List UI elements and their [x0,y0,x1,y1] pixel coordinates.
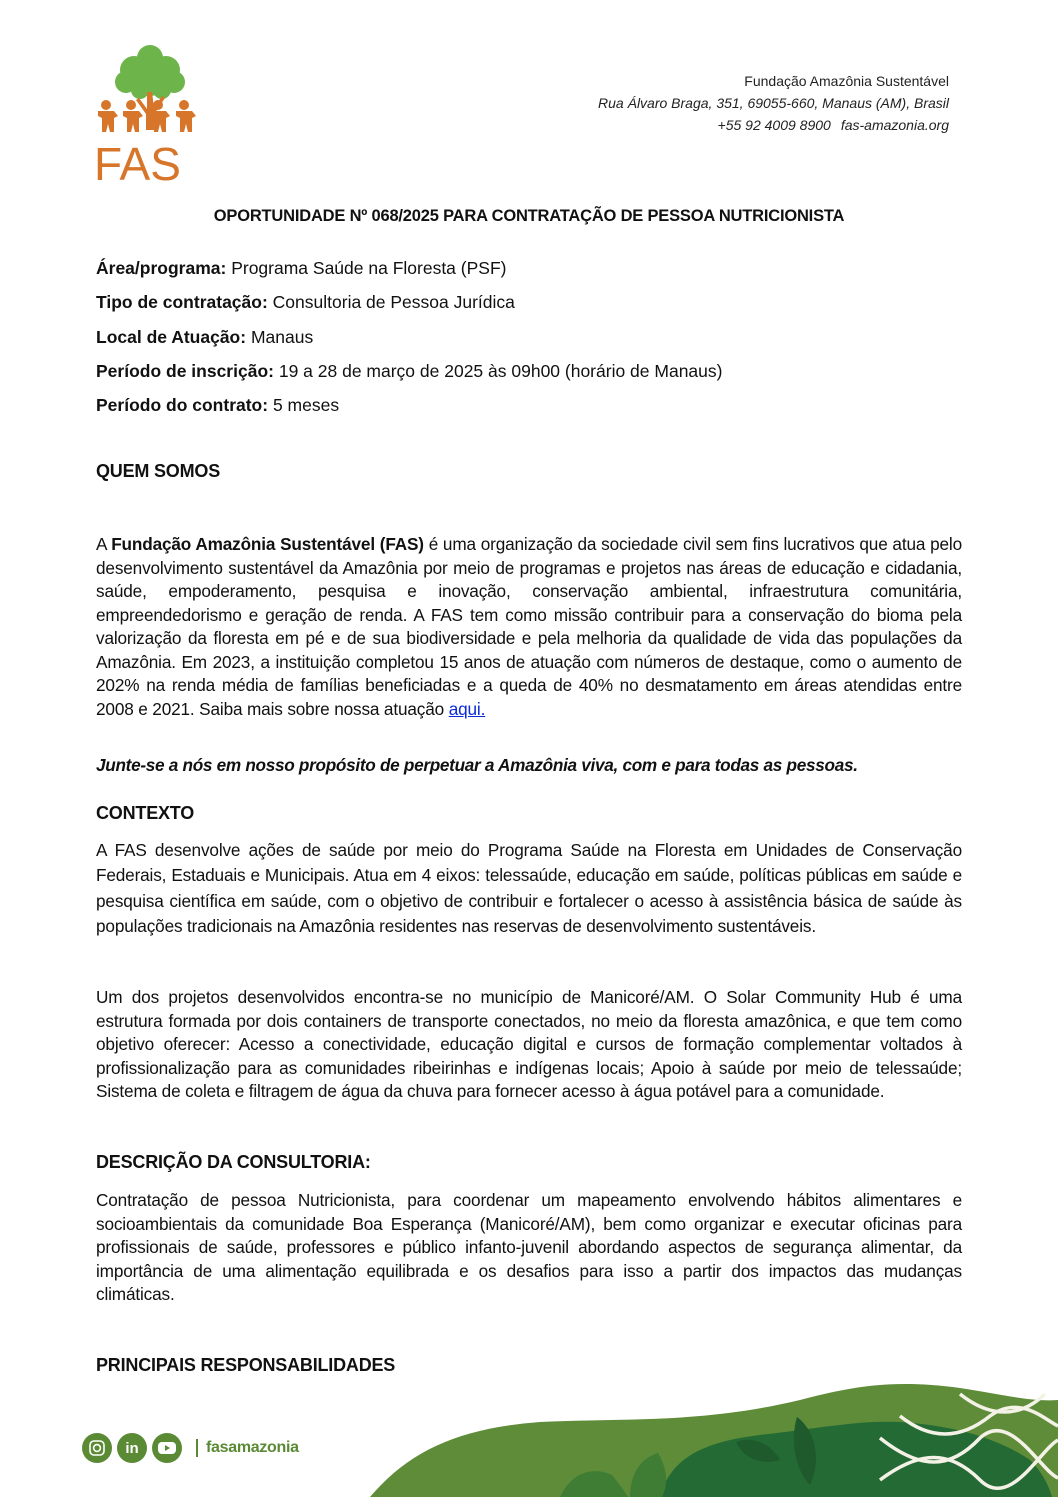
field-label: Tipo de contratação: [96,292,268,313]
social-handle[interactable]: fasamazonia [206,1439,299,1456]
org-address: Rua Álvaro Braga, 351, 69055-660, Manaus (AM), Brasil [598,95,949,111]
org-name-bold: Fundação Amazônia Sustentável (FAS) [111,534,424,554]
section-heading-descricao: DESCRIÇÃO DA CONSULTORIA: [96,1152,371,1172]
field-value: Consultoria de Pessoa Jurídica [272,292,515,313]
section-heading-contexto: CONTEXTO [96,803,195,823]
paragraph-contexto-2: Um dos projetos desenvolvidos encontra-se no município de Manicoré/AM. O Solar Community Hub é uma estrutura formada por dois containers de transporte conectados, no meio da floresta amazônica, e que tem como objetivo oferecer: Acesso a conectividade, educação digital e cursos de formação complementar voltados à profissionalização para as comunidades ribeirinhas e indígenas locais; Apoio à saúde por meio de telessaúde; Sistema de coleta e filtragem de água da chuva para fornecer acesso à água potável para a comunidade. [96,987,962,1101]
paragraph-descricao: Contratação de pessoa Nutricionista, para coordenar um mapeamento envolvendo hábitos alimentares e socioambientais da comunidade Boa Esperança (Manicoré/AM), bem como organizar e executar oficinas para profissionais de saúde, professores e público infanto-juvenil abordando aspectos de segurança alimentar, da importância de uma alimentação equilibrada e os desafios para isso a partir dos impactos das mudanças climáticas. [96,1190,962,1304]
field-value: Programa Saúde na Floresta (PSF) [231,258,507,278]
instagram-icon[interactable] [82,1433,112,1463]
linkedin-icon[interactable] [117,1433,147,1463]
job-fields [96,256,966,427]
field-value: 5 meses [272,395,340,416]
paragraph-quem-somos [96,533,962,721]
youtube-icon[interactable] [152,1433,182,1463]
section-heading-responsabilidades: PRINCIPAIS RESPONSABILIDADES [96,1355,396,1375]
field-label: Área/programa: [96,258,227,278]
field-contract-type [96,290,966,324]
logo-text: FAS [94,138,181,185]
field-registration-period [96,359,966,393]
org-website[interactable]: fas-amazonia.org [840,117,949,133]
org-name: Fundação Amazônia Sustentável [744,73,949,89]
tree-people-logo-icon [92,40,210,185]
field-label: Local de Atuação: [96,326,247,347]
document-title: OPORTUNIDADE Nº 068/2025 PARA CONTRATAÇÃO DE PESSOA NUTRICIONISTA [213,207,845,225]
field-value: Manaus [250,326,314,347]
field-area [96,256,966,290]
social-links [82,1432,299,1464]
org-phone: +55 92 4009 8900 [717,117,831,133]
motto: Junte-se a nós em nosso propósito de perpetuar a Amazônia viva, com e para todas as pessoas. [96,755,858,775]
field-value: 19 a 28 de março de 2025 às 09h00 (horário de Manaus) [278,360,723,381]
intro-prefix: A [96,534,107,554]
field-label: Período do contrato: [96,395,269,416]
fas-logo [92,40,210,185]
field-label: Período de inscrição: [96,360,274,381]
section-heading-quem-somos: QUEM SOMOS [96,461,221,481]
footer-divider [196,1439,198,1457]
linkedin-glyph: in [125,1439,139,1457]
paragraph-contexto-1: A FAS desenvolve ações de saúde por meio do Programa Saúde na Floresta em Unidades de Conservação Federais, Estaduais e Municipais. Atua em 4 eixos: telessaúde, educação em saúde, políticas públicas em saúde e pesquisa científica em saúde, com o objetivo de contribuir e fortalecer o acesso à assistência básica de saúde às populações tradicionais na Amazônia residentes nas reservas de desenvolvimento sustentáveis. [96,840,962,936]
field-contract-period [96,393,966,427]
field-location [96,325,966,359]
org-contact-block [598,70,949,136]
saiba-mais-link[interactable]: aqui. [448,698,486,719]
quem-somos-text: é uma organização da sociedade civil sem fins lucrativos que atua pelo desenvolvimento sustentável da Amazônia por meio de programas e projetos nas áreas de educação e cidadania, saúde, empoderamento, pesquisa e inovação, conservação ambiental, infraestrutura comunitária, empreendedorismo e geração de renda. A FAS tem como missão contribuir para a conservação do bioma pela valorização da floresta em pé e de sua biodiversidade e pela melhoria da qualidade de vida das populações da Amazônia. Em 2023, a instituição completou 15 anos de atuação com números de destaque, como o aumento de 202% na renda média de famílias beneficiadas e a queda de 40% no desmatamento em áreas atendidas entre 2008 e 2021. Saiba mais sobre nossa atuação [96,534,962,719]
